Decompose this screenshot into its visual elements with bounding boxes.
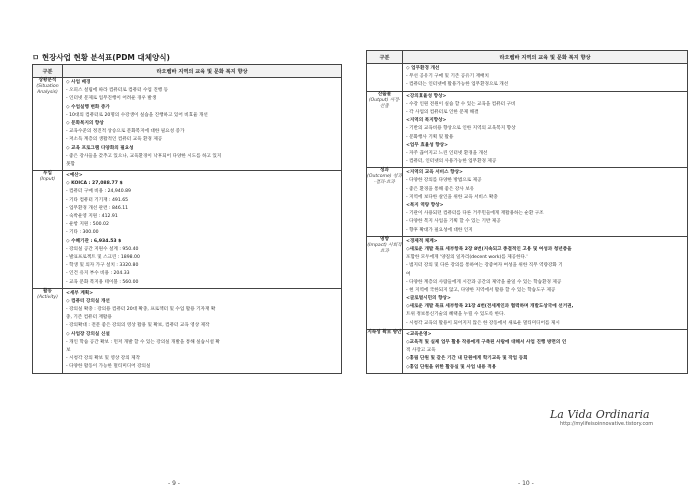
pdm-table-right	[366, 50, 688, 374]
content-line: - 좋은 환경을 통해 좋은 강사 보유	[406, 186, 475, 192]
content-line: - 10대의 컴퓨터로 20명의 수강생이 실습을 진행하고 있어 비효율 개선	[66, 112, 208, 118]
content-line: - 다양한 활동이 가능한 멀티미디어 강의실	[66, 364, 151, 370]
content-line: <글로벌시민의 향상>	[406, 296, 451, 302]
content-line: - 기타 : 300.00	[66, 230, 99, 236]
content-line: ◇홍림 단원 및 같은 기간 내 단원에게 학기교육 및 작업 등회	[406, 356, 528, 362]
content-line: ◇ 교육 프로그램 다양화의 필요성	[66, 145, 134, 151]
content-line: - 강의확대 : 전문 좋은 강의의 영상 활용 및 확보, 컴퓨터 교육 영상 제작	[66, 323, 210, 329]
table-row-activity	[33, 288, 342, 373]
page-number: - 9 -	[168, 480, 180, 487]
header-category: 구분	[367, 51, 403, 64]
content-line: - 무선 공유기 구매 및 기존 공유기 재배치	[406, 74, 489, 80]
header-title: 라오벰바 지역의 교육 및 문화 복지 향상	[403, 51, 688, 64]
row-label	[367, 91, 403, 168]
table-row-input	[33, 171, 342, 289]
row-label-en: (Outcome) 성과·결과·효과	[367, 174, 402, 186]
content-line: - 지역에 보다한 살인을 위한 교육 서비스 확충	[406, 194, 498, 200]
content-line: ◇새로운 개발 목표 세부항목 21장 4번(전세계인과 협력하며 개발도상국에 선거권,	[406, 304, 574, 310]
content-line: ◇ 수업실행 변화 증가	[66, 104, 110, 110]
content-line: - 문화행사 기획 및 활용	[406, 134, 454, 140]
content-line: - 다양한 계층의 사람들에게 시간과 공간의 제약을 줄일 수 있는 학습환경 제공	[406, 279, 562, 285]
row-label	[367, 168, 403, 237]
content-line: - 컴퓨터는 인터넷에 활용가능한 업무환경으로 개선	[406, 82, 509, 88]
row-label-ko: 상황분석	[38, 78, 57, 83]
content-line: - 인터넷 문제로 업무진행이 어려운 경우 발생	[66, 96, 157, 102]
content-line: ◇ 업무환경 개선	[406, 66, 440, 71]
content-line: - 시청각 교육의 활용이 되어지지 않은 한 강동에서 새로운 멀티미디어를 제시	[406, 320, 560, 326]
content-line: - 교육 문화 복지용 테이블 : 560.00	[66, 279, 139, 285]
row-label	[33, 288, 63, 373]
row-content	[403, 64, 688, 92]
watermark-url: http://mylifeisoinnovative.tistory.com	[560, 421, 654, 427]
content-line: <지역의 복지향상>	[406, 118, 447, 124]
content-line: - 좋은 강사들을 갖추고 있으나, 교육환경이 낙후되어 다양한 시도를 하고 있지	[66, 153, 222, 159]
content-line: ◇새로운 개발 목표 세부항목 2장 8번(지속되고 종결적인 고용 및 여성과 청년층을	[406, 246, 572, 252]
pdm-table-left	[32, 64, 342, 374]
content-line: - 다양한 복지 사업을 기획 할 수 있는 기반 제공	[406, 219, 501, 225]
table-row-situation	[33, 78, 342, 171]
table-header-row	[33, 65, 342, 78]
row-label-en: (Activity)	[37, 294, 58, 300]
row-label-ko: 활동	[43, 288, 52, 294]
row-label-en: (Output) 사정·산출	[368, 97, 401, 109]
header-category: 구분	[33, 65, 63, 78]
watermark-text: La Vida Ordinaria	[550, 408, 650, 421]
content-line: - 컴퓨터 구매 비용 : 24,940.89	[66, 189, 131, 195]
table-header-row	[367, 51, 688, 64]
row-label-ko: 투입	[43, 171, 52, 177]
table-row-outcome	[367, 168, 688, 237]
row-label-en: (Situation Analysis)	[36, 84, 59, 95]
content-line: <예산>	[66, 173, 83, 179]
content-line: - 자주 끊어지고 느린 인터넷 환경을 개선	[406, 150, 488, 156]
content-line: - 개인 학습 공간 확보 : 먼저 개발 할 수 있는 강의실 개발을 통해 실습시설 확	[66, 339, 220, 345]
content-line: 충, 기존 컴퓨터 재활용	[66, 315, 112, 321]
row-content	[403, 329, 688, 373]
content-line: - 오피스 설립에 따라 컴퓨터로 컴퓨터 수업 진행 등	[66, 88, 169, 94]
row-content	[403, 168, 688, 237]
content-line: <세부 계획>	[66, 290, 94, 296]
content-line: ◇ 사업장 강의실 신설	[66, 331, 110, 337]
content-line: - 운항 지원 : 500.02	[66, 222, 109, 228]
row-content	[403, 91, 688, 168]
content-line: - 시청각 강의 확보 및 영상 강의 제작	[66, 356, 141, 362]
content-line: - 교육수준의 정진적 상승으로 문화복지에 대한 필요성 증가	[66, 129, 185, 135]
content-line: - 수강 인원 전원이 실습 할 수 있는 교육을 컴퓨터 구비	[406, 101, 516, 107]
content-line: 여	[406, 271, 411, 277]
row-label	[367, 329, 403, 373]
content-line: 보	[66, 348, 71, 353]
header-title: 라오벰바 지역의 교육 및 문화 복지 향상	[63, 65, 342, 78]
table-row-impact	[367, 236, 688, 329]
page-number: - 10 -	[518, 480, 534, 487]
content-line: - 각 사업의 컴퓨터로 인한 문제 해결	[406, 109, 479, 115]
content-line: ◇홍임 단원을 위한 활동실 및 사업 내용 적용	[406, 364, 497, 370]
row-label-en: (Impact) 사회적 효과	[367, 242, 402, 254]
content-line: - 발표프로젝트 및 스크린 : 1898.00	[66, 254, 140, 260]
table-row-output	[367, 91, 688, 168]
row-label-en: (Input)	[39, 177, 56, 183]
row-label	[367, 236, 403, 329]
content-line: - 강의실 확충 : 강의용 컴퓨터 20대 확충, 프로젝터 및 수업 활용 기자재 확	[66, 307, 216, 313]
content-line: ◇ 컴퓨터 강의실 개선	[66, 298, 110, 304]
content-line: 포함한 모두에게 '양질의 일자리(decent work)를 제공한다.'	[406, 255, 528, 261]
content-line: - 현 지역에 국한되지 않고, 다양한 지역에서 활용 할 수 있는 학습도구 제공	[406, 287, 556, 293]
content-line: ◇ 사업 배경	[66, 80, 91, 85]
row-content	[63, 78, 342, 171]
row-label-ko: 영향	[380, 236, 389, 242]
content-line: - 다양한 강의를 다양한 방법으로 제공	[406, 178, 482, 184]
content-line: - 인건 유지 부수 비용 : 204.33	[66, 271, 130, 277]
content-line: - 범지터 강의 및 다른 강의를 통하여는 강좋여자 여성을 위한 직무 역량강화 기	[406, 263, 563, 269]
content-line: - 숙박운영 지원 : 412.91	[66, 214, 118, 219]
content-line: <경제적 체계>	[406, 238, 438, 244]
content-line: 못함	[66, 161, 75, 167]
content-line: - 기반의 교육비용 향상으로 인한 지역의 교육복지 향상	[406, 126, 516, 132]
content-line: ◇교육적 및 실제 업무 활용 작용에게 구축된 사람에 대해서 사업 진행 방면의 인	[406, 340, 567, 345]
content-line: 트위 정보통신기술의 혜택을 누릴 수 있도록 한다.	[406, 312, 505, 318]
content-line: <업무 효율성 향상>	[406, 142, 448, 148]
row-label	[33, 171, 63, 289]
row-label-ko: 성과	[380, 168, 389, 174]
content-line: <복지 역량 향상>	[406, 203, 444, 208]
content-line: <교육운영>	[406, 331, 432, 337]
content-line: ◇ KOICA : 27,088.77 $	[66, 181, 123, 187]
content-line: - 강의실 공간 지원수 설계 : 950.40	[66, 246, 139, 252]
row-content	[63, 171, 342, 289]
section-heading: ㅁ 현장사업 현황 분석표(PDM 대체양식)	[32, 53, 170, 62]
content-line: - 저소득 계층의 생활적인 컴퓨터 교육 환경 제공	[66, 137, 163, 143]
row-label-ko: 지속성 확보 방안	[367, 329, 402, 335]
row-content	[403, 236, 688, 329]
content-line: - 향후 확대가 필요성에 대한 인지	[406, 227, 473, 233]
table-row-continued	[367, 64, 688, 92]
content-line: ◇ 수혜기관 : 6,934.53 $	[66, 238, 122, 244]
content-line: - 기타 컴퓨터 기기재 : 491.65	[66, 197, 129, 203]
row-label	[367, 64, 403, 92]
content-line: - 업무환경 개선 관련 : 846.11	[66, 205, 129, 211]
content-line: <지역의 교육 서비스 향상>	[406, 170, 463, 176]
content-line: - 컴퓨터, 인터넷의 사용가능한 업무환경 제공	[406, 159, 497, 165]
content-line: <강의효율성 향상>	[406, 93, 447, 99]
content-line: 적 사장고 교육	[406, 348, 436, 354]
content-line: ◇ 문화복지의 향상	[66, 120, 104, 126]
row-label	[33, 78, 63, 171]
row-content	[63, 288, 342, 373]
content-line: - 학생 및 의자 가구 설치 : 3320.80	[66, 263, 139, 269]
content-line: - 기관이 사용되던 컴퓨터를 다른 거주민들에게 재활용하는 순환 구조	[406, 211, 544, 217]
table-row-sustainability	[367, 329, 688, 373]
row-label-ko: 산출물	[377, 91, 392, 97]
